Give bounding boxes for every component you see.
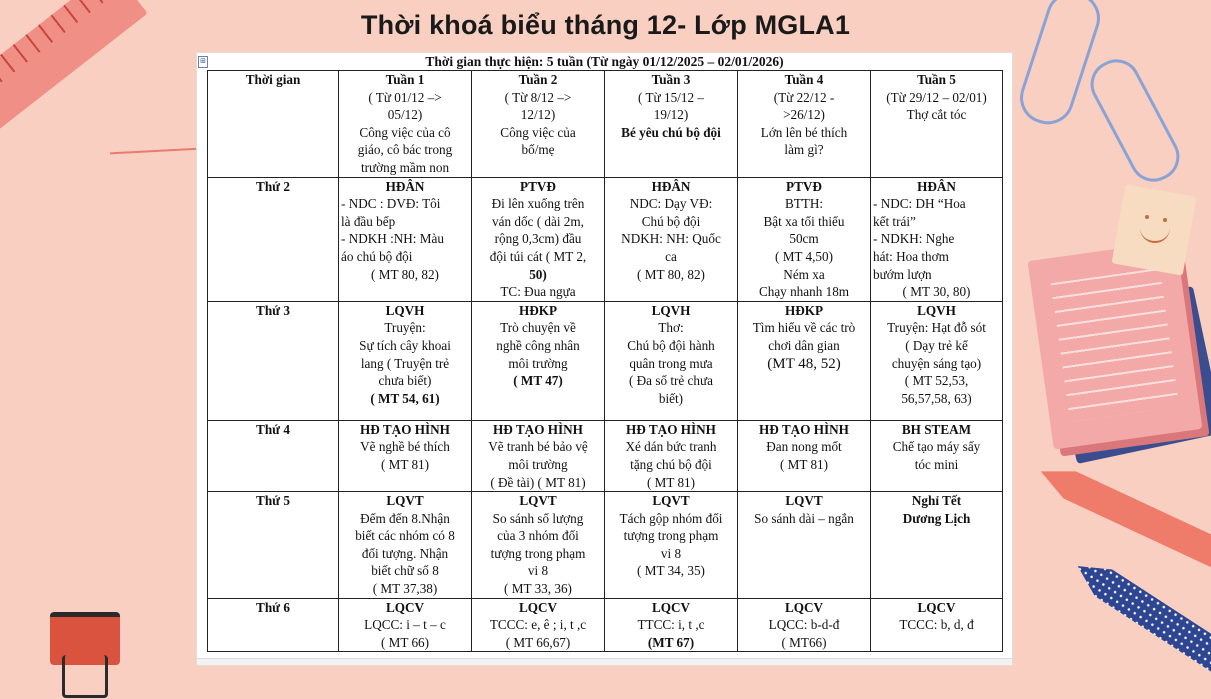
week-topic: làm gì?	[784, 142, 824, 158]
activity-line: biết)	[658, 390, 684, 406]
activity-line: Đan nong mốt	[766, 439, 842, 455]
week-date-range: 12/12)	[520, 107, 556, 123]
activity-title: HĐ TẠO HÌNH	[493, 421, 583, 437]
activity-line: TCCC: e, ê ; i, t ,c	[489, 617, 587, 633]
sticky-eye-decoration	[1145, 215, 1149, 219]
activity-line: ván dốc ( dài 2m,	[492, 213, 584, 229]
pencil-icon	[1034, 458, 1211, 582]
activity-line: 50cm	[789, 231, 819, 247]
day-label: Thứ 5	[208, 492, 339, 599]
activity-line: (MT 67)	[647, 634, 695, 650]
binder-clip-wire-decoration	[62, 655, 108, 698]
activity-title: PTVĐ	[786, 178, 822, 194]
activity-line: ( MT 66)	[380, 634, 430, 650]
week-date-range: 05/12)	[387, 107, 423, 123]
activity-cell	[738, 301, 871, 420]
week-date-range: >26/12)	[783, 107, 825, 123]
activity-cell	[871, 301, 1003, 420]
activity-line: Đếm đến 8.Nhận	[360, 510, 450, 526]
paperclip-icon	[1082, 51, 1188, 190]
activity-line: đối tượng. Nhận	[361, 545, 449, 561]
activity-line: ( Dạy trẻ kể	[905, 337, 968, 353]
activity-line: 56,57,58, 63)	[901, 390, 972, 406]
activity-line: ( Đề tài) ( MT 81)	[490, 474, 586, 490]
week-name: Tuần 5	[917, 72, 956, 87]
activity-cell	[339, 492, 472, 599]
week-date-range: ( Từ 01/12 –>	[368, 89, 442, 105]
activity-line: BTTH:	[784, 196, 824, 212]
activity-title: LQVT	[785, 493, 823, 509]
activity-line: Bật xa tối thiểu	[763, 213, 845, 229]
activity-line: ( MT 4,50)	[775, 248, 833, 264]
activity-line: ( MT 80, 82)	[371, 266, 439, 282]
activity-line: ( MT 81)	[779, 456, 829, 472]
week-date-range: (Từ 29/12 – 02/01)	[886, 89, 987, 105]
activity-line: - NDC : DVĐ: Tôi	[341, 196, 441, 212]
week-topic: Bé yêu chú bộ đội	[621, 124, 721, 140]
time-column-header: Thời gian	[208, 71, 339, 178]
activity-cell	[738, 420, 871, 491]
schedule-heading: Thời gian thực hiện: 5 tuần (Từ ngày 01/12/2025 – 02/01/2026)	[425, 54, 784, 69]
week-name: Tuần 3	[651, 72, 691, 87]
activity-line: Thơ:	[658, 320, 684, 336]
activity-cell	[605, 420, 738, 491]
activity-line: Vẽ tranh bé bảo vệ	[488, 439, 588, 455]
activity-cell	[871, 598, 1003, 652]
activity-line: ( MT 81)	[646, 474, 696, 490]
activity-line: tóc mini	[914, 456, 959, 472]
activity-line: đội túi cát ( MT 2,	[489, 248, 587, 264]
schedule-document	[197, 53, 1012, 665]
activity-line: vi 8	[527, 563, 549, 579]
activity-cell	[605, 177, 738, 301]
activity-line: LQCC: b-d-đ	[768, 617, 840, 633]
activity-line: tượng trong phạm	[623, 528, 719, 544]
day-label: Thứ 6	[208, 598, 339, 652]
activity-line: Truyện:	[384, 320, 426, 336]
activity-title: LQVT	[519, 493, 557, 509]
slide-title: Thời khoá biểu tháng 12- Lớp MGLA1	[360, 10, 851, 40]
activity-title: LQVH	[651, 302, 691, 318]
activity-line: Vẽ nghề bé thích	[360, 439, 450, 455]
activity-line: TTCC: i, t ,c	[637, 617, 705, 633]
activity-line: NDC: Dạy VĐ:	[629, 196, 713, 212]
activity-title: LQVT	[652, 493, 690, 509]
week-name: Tuần 2	[518, 72, 558, 87]
activity-line: ( MT 81)	[380, 456, 430, 472]
activity-line: ca	[665, 248, 677, 264]
activity-title: LQVH	[917, 302, 956, 318]
activity-line: ( MT 52,53,	[904, 373, 969, 389]
activity-line: - NDKH :NH: Màu	[341, 231, 444, 247]
activity-line: chưa biết)	[378, 373, 432, 389]
activity-line: tặng chú bộ đội	[630, 456, 712, 472]
week-topic: Thợ cắt tóc	[906, 107, 967, 123]
activity-line: LQCC: i – t – c	[364, 617, 446, 633]
activity-title: LQCV	[651, 599, 691, 615]
activity-line: Sự tích cây khoai	[359, 337, 451, 353]
activity-line: Tách gộp nhóm đối	[619, 510, 723, 526]
activity-title: HĐ TẠO HÌNH	[626, 421, 716, 437]
day-label: Thứ 2	[208, 177, 339, 301]
activity-cell	[738, 598, 871, 652]
activity-title: LQCV	[518, 599, 558, 615]
activity-line: Tìm hiểu về các trò	[752, 320, 856, 336]
activity-line: rộng 0,3cm) đầu	[494, 231, 582, 247]
activity-line: ( MT 80, 82)	[637, 266, 705, 282]
activity-line: 50)	[529, 266, 547, 282]
activity-cell	[472, 420, 605, 491]
activity-line: là đầu bếp	[341, 213, 396, 229]
activity-line: ( MT 37,38)	[372, 581, 438, 597]
activity-title: HĐÂN	[385, 178, 425, 194]
activity-line: chuyện sáng tạo)	[891, 355, 982, 371]
week-topic: Công việc của	[500, 124, 576, 140]
activity-line: biết chữ số 8	[371, 563, 439, 579]
activity-line: Chế tạo máy sấy	[892, 439, 981, 455]
activity-line: vi 8	[660, 545, 682, 561]
activity-line: ( MT 34, 35)	[637, 563, 705, 579]
week-topic: trường mầm non	[360, 159, 450, 175]
week-header	[339, 71, 472, 178]
activity-cell	[339, 420, 472, 491]
activity-line: môi trường	[508, 355, 568, 371]
week-topic: giáo, cô bác trong	[357, 142, 453, 158]
day-row	[208, 598, 1003, 652]
activity-line: biết các nhóm có 8	[355, 528, 455, 544]
activity-cell	[871, 492, 1003, 599]
activity-title: HĐÂN	[651, 178, 691, 194]
activity-cell	[472, 598, 605, 652]
document-footer-bar	[197, 658, 1012, 665]
activity-title: BH STEAM	[901, 421, 972, 437]
activity-line: ( Đa số trẻ chưa	[628, 373, 714, 389]
activity-title: LQVT	[386, 493, 424, 509]
activity-line: So sánh số lượng	[492, 510, 584, 526]
week-date-range: 19/12)	[653, 107, 689, 123]
activity-title: LQCV	[784, 599, 824, 615]
activity-line: ( MT 54, 61)	[370, 390, 440, 406]
activity-title: HĐKP	[518, 302, 558, 318]
activity-line: ( MT 30, 80)	[902, 284, 971, 300]
activity-title: PTVĐ	[520, 178, 556, 194]
week-header	[738, 71, 871, 178]
day-row	[208, 301, 1003, 420]
activity-line: Dương Lịch	[902, 510, 971, 526]
activity-line: của 3 nhóm đối	[497, 528, 579, 544]
day-row	[208, 177, 1003, 301]
activity-title: HĐ TẠO HÌNH	[759, 421, 849, 437]
day-row	[208, 492, 1003, 599]
activity-title: LQCV	[385, 599, 425, 615]
activity-cell	[605, 492, 738, 599]
activity-line: Truyện: Hạt đỗ sót	[887, 320, 986, 336]
activity-title: HĐKP	[784, 302, 824, 318]
activity-cell	[605, 598, 738, 652]
activity-line: chơi dân gian	[768, 337, 840, 353]
week-header	[871, 71, 1003, 178]
pencil-icon	[1069, 553, 1211, 699]
activity-cell	[472, 492, 605, 599]
activity-line: lang ( Truyện trẻ	[360, 355, 450, 371]
sticky-eye-decoration	[1163, 218, 1167, 222]
activity-cell	[472, 301, 605, 420]
activity-title: LQCV	[917, 599, 956, 615]
activity-line: Chú bộ đội	[641, 213, 701, 229]
activity-line: Trò chuyện về	[500, 320, 576, 336]
activity-line: TCCC: b, d, đ	[899, 617, 974, 633]
week-header-row	[208, 71, 1003, 178]
activity-line: tượng trong phạm	[490, 545, 586, 561]
activity-cell	[871, 420, 1003, 491]
activity-cell	[738, 177, 871, 301]
activity-line: áo chú bộ đội	[341, 248, 413, 264]
activity-cell	[871, 177, 1003, 301]
notebook-lines-decoration	[1051, 268, 1179, 422]
activity-title: HĐÂN	[917, 178, 956, 194]
activity-line: ( MT 33, 36)	[504, 581, 572, 597]
pen-stroke-decoration	[110, 148, 200, 155]
activity-line: nghề công nhân	[496, 337, 580, 353]
table-anchor-icon[interactable]: ⊞	[198, 56, 208, 68]
activity-line: So sánh dài – ngắn	[754, 510, 854, 526]
day-label: Thứ 3	[208, 301, 339, 420]
activity-line: - NDKH: Nghe	[873, 231, 955, 247]
activity-cell	[605, 301, 738, 420]
activity-cell	[738, 492, 871, 599]
activity-title: Nghỉ Tết	[911, 493, 962, 509]
activity-line: hát: Hoa thơm	[873, 248, 949, 264]
activity-line: ( MT66)	[781, 634, 827, 650]
week-header	[605, 71, 738, 178]
week-date-range: ( Từ 15/12 –	[638, 89, 704, 105]
activity-line: Đi lên xuống trên	[491, 196, 585, 212]
week-name: Tuần 4	[784, 72, 824, 87]
activity-line: (MT 48, 52)	[767, 355, 841, 372]
activity-line: TC: Đua ngựa	[500, 284, 576, 300]
activity-title: HĐ TẠO HÌNH	[360, 421, 450, 437]
activity-line: Xé dán bức tranh	[625, 439, 717, 455]
activity-title: LQVH	[385, 302, 425, 318]
week-date-range: (Từ 22/12 -	[773, 89, 835, 105]
activity-line: Chú bộ đội hành	[627, 337, 715, 353]
activity-line: Chạy nhanh 18m	[758, 284, 850, 300]
activity-line: Ném xa	[783, 266, 825, 282]
activity-cell	[339, 177, 472, 301]
day-row	[208, 420, 1003, 491]
activity-line: NDKH: NH: Quốc	[621, 231, 721, 247]
activity-line: ( MT 47)	[513, 373, 563, 389]
week-name: Tuần 1	[385, 72, 425, 87]
activity-cell	[339, 301, 472, 420]
activity-line: kết trái”	[873, 213, 916, 229]
schedule-table	[207, 70, 1003, 652]
week-topic: bố/mẹ	[521, 142, 555, 158]
activity-line: quân trong mưa	[629, 355, 713, 371]
activity-line: - NDC: DH “Hoa	[873, 196, 966, 212]
day-label: Thứ 4	[208, 420, 339, 491]
activity-line: môi trường	[508, 456, 568, 472]
week-date-range: ( Từ 8/12 –>	[504, 89, 572, 105]
week-topic: Công việc của cô	[359, 124, 451, 140]
activity-line: bướm lượn	[873, 266, 932, 282]
week-header	[472, 71, 605, 178]
activity-cell	[339, 598, 472, 652]
activity-cell	[472, 177, 605, 301]
activity-line: ( MT 66,67)	[505, 634, 571, 650]
week-topic: Lớn lên bé thích	[760, 124, 848, 140]
